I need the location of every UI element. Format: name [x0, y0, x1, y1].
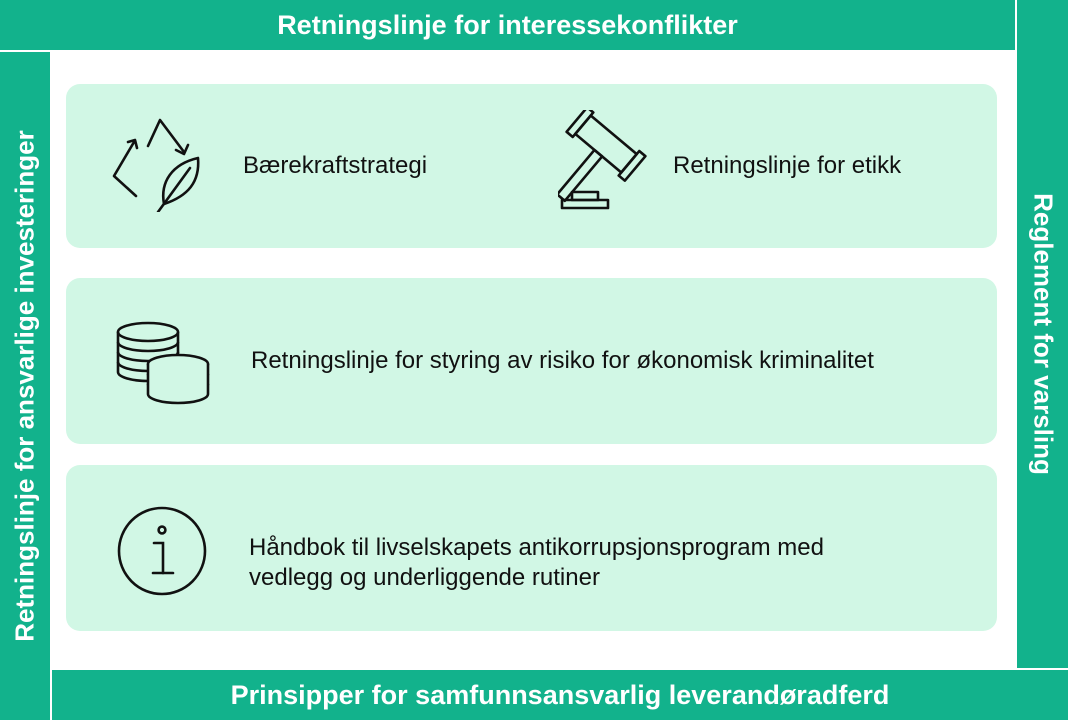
gavel-icon: [558, 110, 668, 216]
coins-icon: [110, 318, 220, 406]
frame-top-label: Retningslinje for interessekonflikter: [277, 9, 738, 40]
frame-bottom-bar: [52, 670, 1068, 720]
policy-panel-3: [66, 465, 997, 631]
frame-right-bar: [1017, 0, 1068, 668]
frame-left-label: Retningslinje for ansvarlige investeringer: [9, 130, 40, 642]
frame-top-bar: [0, 0, 1015, 50]
item-label-antikorrupsjon-line1: Håndbok til livselskapets antikorrupsjonsprogram med: [249, 534, 824, 561]
frame-right-label: Reglement for varsling: [1028, 193, 1058, 475]
frame-left-bar: [0, 52, 50, 720]
item-label-okonomisk-kriminalitet: Retningslinje for styring av risiko for økonomisk kriminalitet: [251, 347, 874, 374]
policy-panel-2: [66, 278, 997, 444]
info-icon: [116, 505, 208, 597]
item-label-antikorrupsjon-line2: vedlegg og underliggende rutiner: [249, 564, 600, 591]
item-label-etikk: Retningslinje for etikk: [673, 152, 902, 179]
item-label-baerekraft: Bærekraftstrategi: [243, 152, 428, 179]
recycle-leaf-icon: [106, 112, 206, 212]
frame-bottom-label: Prinsipper for samfunnsansvarlig leverandøradferd: [230, 679, 890, 710]
policy-panel-1: [66, 84, 997, 248]
